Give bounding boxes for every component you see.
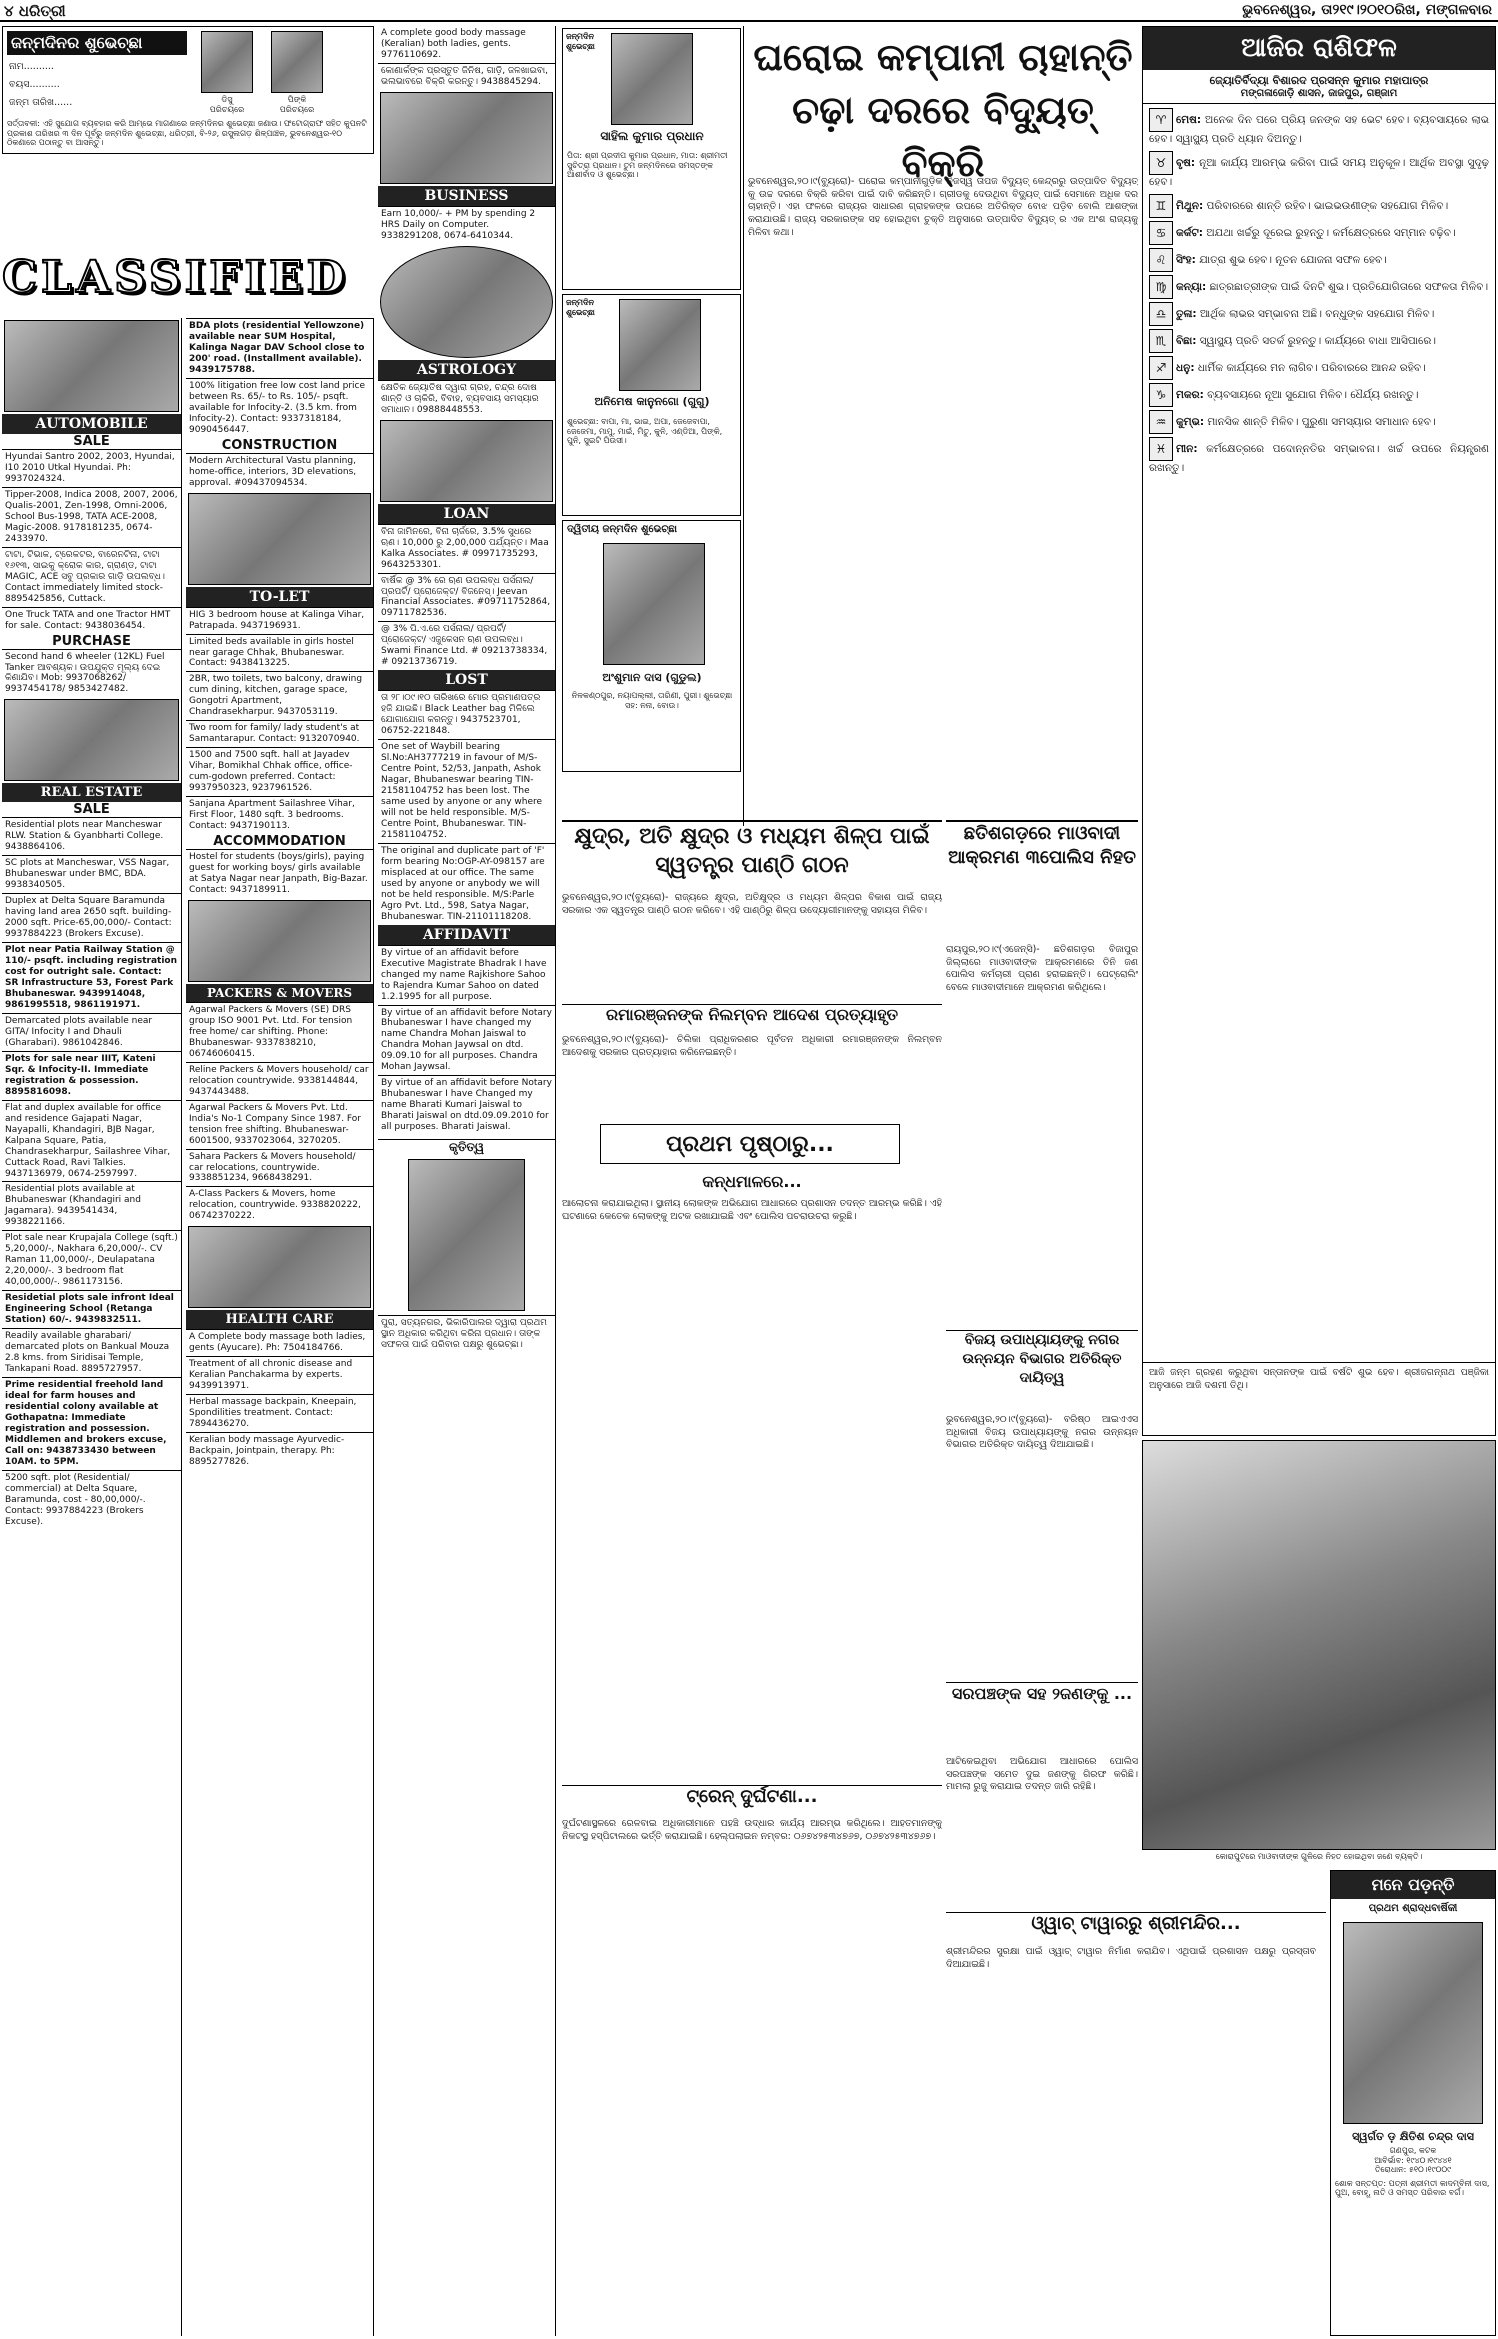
ad: Agarwal Packers & Movers (SE) DRS group ISO 9001 Pvt. Ltd. For tension free home/ car shifting. Phone: Bhubaneswar- 9337838210, 06746060415.: [186, 1002, 373, 1062]
ad: One Truck TATA and one Tractor HMT for sale. Contact: 9438036454.: [2, 607, 181, 634]
news-photo-caption: କୋରାପୁଟରେ ମାଓବାଦୀଙ୍କ ଗୁଳିରେ ନିହତ ହୋଇଥିବା ଜଣେ ବ୍ୟକ୍ତି।: [1215, 1852, 1423, 1861]
cat-accommodation: ACCOMMODATION: [213, 834, 346, 850]
cat-health-care: HEALTH CARE: [186, 1310, 373, 1329]
greeting-box-2-name: ଅନିମେଷ କାନୁନଗୋ (ଗୁଗୁ): [594, 395, 710, 408]
remembrance-title: ମନେ ପଡ଼ନ୍ତି: [1331, 1871, 1495, 1899]
greeting-box-3: [562, 520, 741, 772]
sarpanch-body: ଆଟିକେଇଥିବା ଅଭିଯୋଗ ଆଧାରରେ ପୋଲିସ ସରପଞ୍ଚଙ୍କ ସମେତ ଦୁଇ ଜଣଙ୍କୁ ଗିରଫ କରିଛି। ମାମଲା ରୁଜୁ କରାଯାଇ ତଦନ୍ତ ଜାରି ରହିଛି।: [946, 1756, 1138, 1793]
ad: Earn 10,000/- + PM by spending 2 HRS Daily on Computer. 9338291208, 0674-6410344.: [378, 206, 555, 244]
ad: Agarwal Packers & Movers Pvt. Ltd. India's No-1 Company Since 1987. For tension free shifting. Bhubaneswar- 6001500, 9337023064, 3270205.: [186, 1100, 373, 1149]
health-care-image: [188, 1226, 371, 1308]
greeting-box-3-name: ଅଂଶୁମାନ ଦାସ (ଗୁଡୁଲ): [602, 671, 702, 684]
news-photo: [1142, 1440, 1496, 1850]
story2-body: ଭୁବନେଶ୍ୱର,୨୦।୯(ବ୍ୟୁରୋ)- ରାଜ୍ୟରେ କ୍ଷୁଦ୍ର, ଅତିକ୍ଷୁଦ୍ର ଓ ମଧ୍ୟମ ଶିଳ୍ପର ବିକାଶ ପାଇଁ ରାଜ୍ୟ ସରକାର ଏକ ସ୍ୱତନ୍ତ୍ର ପାଣ୍ଠି ଗଠନ କରିବେ। ଏହି ପାଣ୍ଠିରୁ ଶିଳ୍ପ ଉଦ୍ୟୋଗୀମାନଙ୍କୁ ସହାୟତା ମିଳିବ।: [562, 892, 942, 916]
cat-lost: LOST: [378, 670, 555, 690]
zodiac-text: ପରିବାରରେ ଶାନ୍ତି ରହିବ। ଭାଇଭଉଣୀଙ୍କ ସହଯୋଗ ମିଳିବ।: [1206, 199, 1449, 212]
ad: Plot sale near Krupajala College (sqft.) 5,20,000/-, Nakhara 6,20,000/-. CV Raman 11,00,000/-, Deulapatana 2,20,000/-. 3 bedroom flat 40,00,000/-. 9861173156.: [2, 1230, 181, 1290]
main-story-body: [748, 176, 1138, 806]
ad: ବିନା ଜାମିନରେ, ବିନା ଚାର୍ଜରେ, 3.5% ସୁଧରେ ଋଣ। 10,000 ରୁ 2,00,000 ପର୍ଯ୍ୟନ୍ତ। Maa Kalka Associates. # 09971735293, 9643253301.: [378, 524, 555, 573]
horoscope-footer: ଆଜି ଜନ୍ମ ଗ୍ରହଣ କରୁଥିବା ସନ୍ତାନଙ୍କ ପାଇଁ ବର୍ଷଟି ଶୁଭ ହେବ। ଶ୍ରୀଜଗନ୍ନାଥ ପଞ୍ଜିକା ଅନୁସାରେ ଆଜି ଦଶମୀ ତିଥି।: [1143, 1362, 1495, 1396]
greeting-box-3-title: ଦ୍ୱିତୀୟ ଜନ୍ମଦିନ ଶୁଭେଚ୍ଛା: [567, 524, 678, 535]
zodiac-text: ଆର୍ଥିକ ଲାଭର ସମ୍ଭାବନା ଅଛି। ବନ୍ଧୁଙ୍କ ସହଯୋଗ ମିଳିବ।: [1199, 307, 1435, 320]
cat-real-estate: REAL ESTATE: [2, 783, 181, 802]
ad: @ 3% ପି.ଏ.ରେ ପର୍ସନାଲ/ ପ୍ରପର୍ଟି/ ପ୍ରୋଜେକ୍ଟ/ ଏଜୁକେସନ ଋଣ ଉପଲବ୍ଧ। Swami Finance Ltd. # 09213738334, # 09213736719.: [378, 621, 555, 670]
horoscope-entry: [1149, 356, 1489, 380]
business-image: [380, 92, 553, 184]
zodiac-text: ସ୍ୱାସ୍ଥ୍ୟ ପ୍ରତି ସତର୍କ ରୁହନ୍ତୁ। କାର୍ଯ୍ୟରେ ବାଧା ଆସିପାରେ।: [1199, 334, 1437, 347]
zodiac-name: ଧନୁ:: [1176, 361, 1195, 374]
cat-to-let: TO-LET: [186, 587, 373, 607]
ad: ବାର୍ଷିକ @ 3% ରେ ଋଣ ଉପଲବ୍ଧ ପର୍ସନାଲ/ ପ୍ରପର୍ଟି/ ପ୍ରୋଜେକ୍ଟ/ ବିଜନେସ୍। Jeevan Financial Associates. #09711752864, 09711782536.: [378, 573, 555, 622]
kritajna-text: ପୁରା, ସତ୍ୟନଗର, ଭିକାରିପାଲର ଦ୍ୱାରା ପ୍ରଥମ ସ୍ଥାନ ଅଧିକାର କରିଥିବା କରିନା ପ୍ରଧାନ। ତାଙ୍କ ସଫଳତା ପାଇଁ ପରିବାର ପକ୍ଷରୁ ଶୁଭେଚ୍ଛା।: [378, 1315, 555, 1353]
cat-loan: LOAN: [378, 504, 555, 524]
cat-sale-1: SALE: [73, 434, 110, 449]
ad: ଟାଟା, ଟିଭାକ, ଟ୍ରେକଟର, ବାରେନଟିନା, ଟାଟା ୧୬୧୩, ସାଇକୁ କ୍ରୋକ କାର, ଗ୍ରାଣ୍ଡ, ଟାଟା MAGIC, ACE ସବୁ ପ୍ରକାର ଗାଡ଼ି ଉପଲବ୍ଧ। Contact immediately limited stock- 8895425856, Cuttack.: [2, 547, 181, 607]
horoscope-box: [1142, 26, 1496, 1436]
ad: Hyundai Santro 2002, 2003, Hyundai, I10 2010 Utkal Hyundai. Ph: 9937024324.: [2, 449, 181, 487]
zodiac-icon: ♏: [1149, 329, 1173, 353]
birthday-name-field: ନାମ..........: [9, 61, 54, 72]
zodiac-name: ମୀନ:: [1176, 442, 1198, 455]
zodiac-name: ମେଷ:: [1176, 114, 1202, 126]
ad: କୋଣାର୍କଙ୍କ ପ୍ରସ୍ତୁତ ଜିନିଷ, ଗାଡ଼ି, ଜଳଖାଇବା, ଭଲଭାବରେ ବିକ୍ରି କରନ୍ତୁ। 9438845294.: [378, 63, 555, 90]
ad: Modern Architectural Vastu planning, home-office, interiors, 3D elevations, approval. #09437094534.: [186, 453, 373, 491]
horoscope-address: ମଙ୍ଗଳାଜୋଡ଼ି ଶାସନ, ଜାଜପୁର, ଗଞ୍ଜାମ: [1143, 88, 1495, 104]
classified-col-1: [2, 318, 182, 2336]
zodiac-text: ବ୍ୟବସାୟରେ ନୂଆ ସୁଯୋଗ ମିଳିବ। ଧୈର୍ଯ୍ୟ ରଖନ୍ତୁ।: [1207, 388, 1419, 401]
zodiac-text: ଅନେକ ଦିନ ପରେ ପ୍ରିୟ ଜନଙ୍କ ସହ ଭେଟ ହେବ। ବ୍ୟବସାୟରେ ଲାଭ ହେବ। ସ୍ୱାସ୍ଥ୍ୟ ପ୍ରତି ଧ୍ୟାନ ଦିଅନ୍ତୁ।: [1149, 114, 1489, 145]
remembrance-born: ଆବିର୍ଭାବ: ୧୯୪୦।୧୯୪୪୧: [1374, 2155, 1452, 2165]
train-title: ଟ୍ରେନ୍ ଦୁର୍ଘଟଣା...: [562, 1785, 942, 1813]
ad: By virtue of an affidavit before Notary Bhubaneswar I have Changed my name Bharati Kumari Jaiswal to Bharati Jaiswal on dtd.09.09.2010 for all purposes. Bharati Jaiswal.: [378, 1075, 555, 1135]
greeting-box-1-name: ସାହିଲ କୁମାର ପ୍ରଧାନ: [600, 129, 704, 143]
zodiac-name: ତୁଳା:: [1176, 307, 1197, 320]
greeting-box-2-title: ଜନ୍ମଦିନ ଶୁଭେଚ୍ଛା: [566, 298, 595, 317]
zodiac-icon: ♓: [1149, 437, 1173, 461]
ad: Duplex at Delta Square Baramunda having land area 2650 sqft. building-2000 sqft. Price-65,00,000/- Contact: 9937884223 (Brokers Excuse).: [2, 893, 181, 942]
greeting-box-2: [562, 294, 741, 516]
ad: Readily available gharabari/ demarcated plots on Bankual Mouza 2.8 kms. from Siridisai Temple, Tankapani Road. 8895727957.: [2, 1328, 181, 1377]
kandhamal-body: ଆଲୋଚନା କରାଯାଇଥିଲା। ସ୍ଥାନୀୟ ଲୋକଙ୍କ ଅଭିଯୋଗ ଆଧାରରେ ପ୍ରଶାସନ ତଦନ୍ତ ଆରମ୍ଭ କରିଛି। ଏହି ଘଟଣାରେ କେତେକ ଲୋକଙ୍କୁ ଅଟକ ରଖାଯାଇଛି ଏବଂ ପୋଲିସ ପଚରାଉଚରା କରୁଛି।: [562, 1198, 942, 1222]
horoscope-entry: [1149, 329, 1489, 353]
kandhamal-title: କନ୍ଧମାଳରେ...: [702, 1172, 802, 1191]
ad: By virtue of an affidavit before Executive Magistrate Bhadrak I have changed my name Rajkishore Sahoo to Rajendra Kumar Sahoo on dated 1.2.1995 for all purpose.: [378, 945, 555, 1005]
cat-astrology: ASTROLOGY: [378, 360, 555, 380]
cat-business: BUSINESS: [378, 186, 555, 206]
ad: Limited beds available in girls hostel near garage Chhak, Bhubaneswar. Contact: 9438413225.: [186, 634, 373, 672]
birthday-caption-1: ଡିସୁ: [221, 95, 233, 104]
ad: Two room for family/ lady student's at Samantarapur. Contact: 9132070940.: [186, 720, 373, 747]
ad: ତା ୨୮।୦୯।୧୦ ତାରିଖରେ ମୋର ପ୍ରମାଣପତ୍ର ହଜି ଯାଇଛି। Black Leather bag ମିଳିଲେ ଯୋଗାଯୋଗ କରନ୍ତୁ। 9437523701, 06752-221848.: [378, 690, 555, 739]
horoscope-entry: [1149, 108, 1489, 148]
birthday-title: ଜନ୍ମଦିନର ଶୁଭେଚ୍ଛା: [7, 31, 187, 55]
ad: By virtue of an affidavit before Notary Bhubaneswar I have changed my name Chandra Mohan Jaiswal to Chandra Mohan Jaywsal on dtd. 09.09.10 for all purposes. Chandra Mohan Jaywsal.: [378, 1005, 555, 1076]
prathama-title: ପ୍ରଥମ ପୃଷ୍ଠାରୁ...: [600, 1124, 900, 1164]
ad: The original and duplicate part of 'F' form bearing No:OGP-AY-098157 are misplaced at our office. The same used by anyone or anybody we will not be held responsible. M/S:Parle Agro Pvt. Ltd., 598, Satya Nagar, Bhubaneswar. TIN-21101118208.: [378, 843, 555, 925]
ad: Plots for sale near IIIT, Kateni Sqr. & Infocity-II. Immediate registration & possession. 8895816098.: [2, 1051, 181, 1100]
packers-image: [188, 900, 371, 982]
ad: Residetial plots sale infront Ideal Engineering School (Retanga Station) 60/-. 9439832511.: [2, 1290, 181, 1328]
train-body: ଦୁର୍ଘଟଣାସ୍ଥଳରେ ରେଳବାଇ ଅଧିକାରୀମାନେ ପହଞ୍ଚି ଉଦ୍ଧାର କାର୍ଯ୍ୟ ଆରମ୍ଭ କରିଥିଲେ। ଆହତମାନଙ୍କୁ ନିକଟସ୍ଥ ହସ୍ପିଟାଲରେ ଭର୍ତ୍ତି କରାଯାଇଛି। ହେଲ୍ପଲାଇନ ନମ୍ବର: ୦୬୭୪୨୫୩୪୭୬୭, ୦୬୭୪୨୫୩୪୭୬୭।: [562, 1818, 942, 1842]
remembrance-name: ସ୍ୱର୍ଗତ ଡ଼ କ୍ଷିତିଶ ଚନ୍ଦ୍ର ଦାସ: [1352, 2130, 1474, 2143]
zodiac-name: ମକର:: [1176, 388, 1204, 401]
automobile-image: [4, 320, 179, 412]
ad: Prime residential freehold land ideal for farm houses and residential colony available at Gothapatna: Immediate registration and possession. Middlemen and brokers excuse, Call on: 9438733430 between 10AM. to 5PM.: [2, 1377, 181, 1470]
dateline: ଭୁବନେଶ୍ୱର, ତା୨୧୯।୨୦୧୦ରିଖ, ମଙ୍ଗଳବାର: [1242, 2, 1492, 18]
ad: Sanjana Apartment Sailashree Vihar, First Floor, 1480 sqft. 3 bedrooms. Contact: 9437190113.: [186, 796, 373, 834]
owatower-body: ଶ୍ରୀମନ୍ଦିରର ସୁରକ୍ଷା ପାଇଁ ଓ୍ୱାଚ୍ ଟାୱାର ନିର୍ମାଣ କରାଯିବ। ଏଥିପାଇଁ ପ୍ରଶାସନ ପକ୍ଷରୁ ପ୍ରସ୍ତାବ ଦିଆଯାଇଛି।: [946, 1946, 1316, 1970]
remembrance-box: [1330, 1870, 1496, 2336]
page-header: [0, 0, 1498, 22]
zodiac-icon: ♌: [1149, 248, 1173, 272]
zodiac-text: ଯାତ୍ରା ଶୁଭ ହେବ। ନୂତନ ଯୋଜନା ସଫଳ ହେବ।: [1199, 253, 1387, 266]
zodiac-icon: ♍: [1149, 275, 1173, 299]
ad: Residential plots available at Bhubaneswar (Khandagiri and Jagamara). 9439541434, 9938221166.: [2, 1181, 181, 1230]
horoscope-entry: [1149, 410, 1489, 434]
loan-image: [380, 420, 553, 502]
greeting-photo-2: [619, 299, 701, 391]
main-story-text: ଭୁବନେଶ୍ୱର,୨୦।୯(ବ୍ୟୁରୋ)- ଘରୋଇ କମ୍ପାନୀଗୁଡ଼ିକ ନିଜସ୍ୱ ତାପଜ ବିଦ୍ୟୁତ୍ କେନ୍ଦ୍ରରୁ ଉତ୍ପାଦିତ ବିଦ୍ୟୁତ୍ କୁ ଉଚ୍ଚ ଦରରେ ବିକ୍ରି କରିବା ପାଇଁ ଦାବି କରିଛନ୍ତି। ଗ୍ରୀଡକୁ ଦେଉଥିବା ବିଦ୍ୟୁତ୍ ପାଇଁ ସେମାନେ ଅଧିକ ଦର ଚାହାନ୍ତି। ଏହା ଫଳରେ ରାଜ୍ୟର ସାଧାରଣ ଗ୍ରାହକଙ୍କ ଉପରେ ଅତିରିକ୍ତ ବୋଝ ପଡ଼ିବ ବୋଲି ଆଶଙ୍କା କରାଯାଉଛି। ରାଜ୍ୟ ସରକାରଙ୍କ ସହ ହୋଇଥିବା ଚୁକ୍ତି ଅନୁସାରେ ଉତ୍ପାଦିତ ବିଦ୍ୟୁତ୍ ର ଏକ ଅଂଶ ରାଜ୍ୟକୁ ମିଳିବା କଥା।: [748, 176, 1138, 238]
ad: Treatment of all chronic disease and Keralian Panchakarma by experts. 9439913971.: [186, 1356, 373, 1394]
astrology-image: [380, 246, 553, 358]
ad: Sahara Packers & Movers household/ car relocations, countrywide. 9338851234, 9668438291.: [186, 1149, 373, 1187]
chhattisgarh-headline: ଛତିଶଗଡ଼ରେ ମାଓବାଦୀ ଆକ୍ରମଣ ୩ପୋଲିସ ନିହତ: [946, 820, 1138, 940]
ad: Keralian body massage Ayurvedic-Backpain, Jointpain, therapy. Ph: 8895277826.: [186, 1432, 373, 1470]
ad: BDA plots (residential Yellowzone) available near SUM Hospital, Kalinga Nagar DAV School close to 200' road. (Installment available). 9439175788.: [186, 318, 373, 378]
zodiac-icon: ♐: [1149, 356, 1173, 380]
birthday-subcaption-2: ପରିଚୟରେ: [279, 105, 315, 114]
greeting-box-1-title: ଜନ୍ମଦିନ ଶୁଭେଚ୍ଛା: [566, 32, 595, 51]
ad: A-Class Packers & Movers, home relocation, countrywide. 9338820222, 06742370222.: [186, 1186, 373, 1224]
greeting-box-1-text: ପିତା: ଶ୍ରୀ ପ୍ରଦୀପ କୁମାର ପ୍ରଧାନ, ମାତା: ଶ୍ରୀମତୀ ସୁଚିତ୍ରା ପ୍ରଧାନ। ତୁମ ଜନ୍ମଦିନରେ ସମସ୍ତଙ୍କ ଆଶୀର୍ବାଦ ଓ ଶୁଭେଚ୍ଛା।: [567, 151, 728, 180]
birthday-subcaption-1: ପରିଚୟରେ: [209, 105, 245, 114]
ad: A complete good body massage (Keralian) both ladies, gents. 9776110692.: [381, 28, 526, 60]
birthday-date-field: ଜନ୍ମ ତାରିଖ......: [9, 97, 73, 108]
remembrance-photo: [1343, 1922, 1483, 2124]
page-number: ୪ ଧରିତ୍ରୀ: [4, 2, 66, 20]
ad: A Complete body massage both ladies, gents (Ayucare). Ph: 7504184766.: [186, 1329, 373, 1356]
cat-affidavit: AFFIDAVIT: [378, 925, 555, 945]
ad: କ୍ଷେତିକ ଜ୍ୟୋତିଷ ଦ୍ୱାରା ଗ୍ରହ, ଚନ୍ଦ୍ର ଦୋଷ ଶାନ୍ତି ଓ ଚାକିରି, ବିବାହ, ବ୍ୟବସାୟ ସମସ୍ୟାର ସମାଧାନ। 09888448553.: [378, 380, 555, 418]
zodiac-icon: ♈: [1149, 108, 1173, 132]
classified-title: CLASSIFIED: [2, 252, 349, 303]
classified-col-2: [186, 318, 374, 2336]
zodiac-text: ଅଯଥା ଖର୍ଚ୍ଚରୁ ଦୂରେଇ ରୁହନ୍ତୁ। କର୍ମକ୍ଷେତ୍ରରେ ସମ୍ମାନ ବଢ଼ିବ।: [1206, 226, 1456, 239]
greetings-col: [560, 26, 744, 826]
ad: Flat and duplex available for office and residence Gajapati Nagar, Nayapalli, Khandagiri, BJB Nagar, Kalpana Square, Patia, Chandrasekharpur, Sailashree Vihar, Cuttack Road, Ravi Talkies. 9437136979, 0674-2597997.: [2, 1100, 181, 1182]
story3-body: ଭୁବନେଶ୍ୱର,୨୦।୯(ବ୍ୟୁରୋ)- ଚିଲିକା ପ୍ରାଧିକରଣର ପୂର୍ବତନ ଅଧିକାରୀ ରମାରଞ୍ଜନଙ୍କ ନିଲମ୍ବନ ଆଦେଶକୁ ସରକାର ପ୍ରତ୍ୟାହାର କରିନେଇଛନ୍ତି।: [562, 1034, 942, 1058]
ad: Hostel for students (boys/girls), paying guest for working boys/ girls available at Satya Nagar near Janpath, Big-Bazar. Contact: 9437189911.: [186, 849, 373, 898]
horoscope-entry: [1149, 221, 1489, 245]
owatower-headline: ଓ୍ୱାଚ୍ ଟାୱାରରୁ ଶ୍ରୀମନ୍ଦିର...: [946, 1912, 1326, 1942]
cat-sale-2: SALE: [73, 802, 110, 818]
ad: One set of Waybill bearing Sl.No:AH3777219 in favour of M/S-Centre Point, 52/53, Janpath, Ashok Nagar, Bhubaneswar bearing TIN-21581104752 has been lost. The same used by anyone or any where will not be held responsible. M/S-Centre Point, Bhubaneswar. TIN-21581104752.: [378, 739, 555, 843]
zodiac-icon: ♉: [1149, 151, 1173, 175]
birthday-photo-1: [201, 31, 253, 93]
main-headline: ଘରୋଇ କମ୍ପାନୀ ଚାହାନ୍ତି ଚଢ଼ା ଦରରେ ବିଦ୍ୟୁତ୍ ବିକ୍ରି: [753, 34, 1133, 186]
horoscope-entry: [1149, 275, 1489, 299]
classified-col-3: [378, 26, 556, 2336]
zodiac-icon: ♑: [1149, 383, 1173, 407]
bijay-headline: ବିଜୟ ଉପାଧ୍ୟାୟଙ୍କୁ ନଗର ଉନ୍ନୟନ ବିଭାଗର ଅତିରିକ୍ତ ଦାୟିତ୍ୱ: [946, 1330, 1138, 1410]
ad: Second hand 6 wheeler (12KL) Fuel Tanker ଆବଶ୍ୟକ। ଉପଯୁକ୍ତ ମୂଲ୍ୟ ଦେଇ କିଣାଯିବ। Mob: 9937068262/ 9937454178/ 9853427482.: [2, 649, 181, 698]
zodiac-name: କୁମ୍ଭ:: [1176, 415, 1205, 428]
remembrance-subtitle: ପ୍ରଥମ ଶ୍ରାଦ୍ଧବାର୍ଷିକୀ: [1368, 1903, 1458, 1914]
zodiac-text: ମାନସିକ ଶାନ୍ତି ମିଳିବ। ପୁରୁଣା ସମସ୍ୟାର ସମାଧାନ ହେବ।: [1207, 415, 1436, 428]
ad: SC plots at Mancheswar, VSS Nagar, Bhubaneswar under BMC, BDA. 9938340505.: [2, 855, 181, 893]
bijay-body: ଭୁବନେଶ୍ୱର,୨୦।୯(ବ୍ୟୁରୋ)- ବରିଷ୍ଠ ଆଇଏଏସ ଅଧିକାରୀ ବିଜୟ ଉପାଧ୍ୟାୟଙ୍କୁ ନଗର ଉନ୍ନୟନ ବିଭାଗର ଅତିରିକ୍ତ ଦାୟିତ୍ୱ ଦିଆଯାଇଛି।: [946, 1414, 1138, 1451]
to-let-image: [188, 493, 371, 585]
horoscope-title: ଆଜିର ରାଶିଫଳ: [1143, 27, 1495, 70]
ad: Residential plots near Mancheswar RLW. Station & Gyanbharti College. 9438864106.: [2, 817, 181, 855]
horoscope-entry: [1149, 151, 1489, 191]
remembrance-died: ତିରୋଧାନ: ୫୧୦।୧୯୦୦୯: [1374, 2165, 1452, 2175]
zodiac-icon: ♎: [1149, 302, 1173, 326]
horoscope-entry: [1149, 248, 1489, 272]
ad: Tipper-2008, Indica 2008, 2007, 2006, Qualis-2001, Zen-1998, Omni-2006, School Bus-1998, TATA ACE-2008, Magic-2008. 9178181235, 0674-2433970.: [2, 487, 181, 547]
greeting-photo-3: [603, 543, 705, 665]
birthday-note: ସର୍ତ୍ତାବଳୀ: ଏହି ସୁଯୋଗ ବ୍ୟବହାର କରି ଆମ୍ଭେ ମାଗଣାରେ ଜନ୍ମଦିନର ଶୁଭେଚ୍ଛା ଜଣାଉ। ଫଟୋଗ୍ରାଫ ସହିତ କୁପନଟି ପ୍ରକାଶ ତାରିଖର ୩ ଦିନ ପୂର୍ବରୁ ଜନ୍ମଦିନ ଶୁଭେଚ୍ଛା, ଧରିତ୍ରୀ, ବି-୨୬, ରସୁଲଗଡ଼ ଶିଳ୍ପାଞ୍ଚଳ, ଭୁବନେଶ୍ୱର-୧୦ ଠିକଣାରେ ପଠାନ୍ତୁ ବା ଆସନ୍ତୁ।: [7, 119, 367, 148]
horoscope-list: [1143, 104, 1495, 1362]
story2-headline: କ୍ଷୁଦ୍ର, ଅତି କ୍ଷୁଦ୍ର ଓ ମଧ୍ୟମ ଶିଳ୍ପ ପାଇଁ ସ୍ୱତନ୍ତ୍ର ପାଣ୍ଠି ଗଠନ: [562, 820, 942, 890]
story3-headline: ରମାରଞ୍ଜନଙ୍କ ନିଲମ୍ବନ ଆଦେଶ ପ୍ରତ୍ୟାହୃତ: [562, 1004, 942, 1032]
kritajna-photo: [408, 1159, 525, 1311]
chhattisgarh-body: ରାୟପୁର,୨୦।୯(ଏଜେନ୍ସି)- ଛତିଶଗଡ଼ର ବିଜାପୁର ଜିଲ୍ଲାରେ ମାଓବାଦୀଙ୍କ ଆକ୍ରମଣରେ ତିନି ଜଣ ପୋଲିସ କର୍ମଚାରୀ ପ୍ରାଣ ହରାଇଛନ୍ତି। ପେଟ୍ରୋଲିଂ ବେଳେ ମାଓବାଦୀମାନେ ଆକ୍ରମଣ କରିଥିଲେ।: [946, 944, 1138, 994]
ad: Herbal massage backpain, Kneepain, Spondilities treatment. Contact: 7894436270.: [186, 1394, 373, 1432]
horoscope-entry: [1149, 302, 1489, 326]
cat-construction: CONSTRUCTION: [221, 437, 338, 453]
zodiac-name: ସିଂହ:: [1176, 253, 1196, 266]
real-estate-image: [4, 699, 179, 781]
zodiac-text: ଛାତ୍ରଛାତ୍ରୀଙ୍କ ପାଇଁ ଦିନଟି ଶୁଭ। ପ୍ରତିଯୋଗିତାରେ ସଫଳତା ମିଳିବ।: [1209, 280, 1489, 293]
remembrance-place: ଗଣପୁର, କଟକ: [1389, 2146, 1437, 2155]
ad: Reline Packers & Movers household/ car relocation countrywide. 9338144844, 9437443488.: [186, 1062, 373, 1100]
ad: 100% litigation free low cost land price between Rs. 65/- to Rs. 105/- psqft. available for Infocity-2. (3.5 km. from Infocity-2). Contact: 9337318184, 9090456447.: [186, 378, 373, 438]
zodiac-icon: ♋: [1149, 221, 1173, 245]
greeting-box-3-text: ନିଳକଣ୍ଠପୁର, ନୟାପଲ୍ଲୀ, ତାରିଣୀ, ପୁରୀ। ଶୁଭେଚ୍ଛା ସହ: ନନା, ବୋଉ।: [571, 691, 733, 710]
ad: HIG 3 bedroom house at Kalinga Vihar, Patrapada. 9437196931.: [186, 607, 373, 634]
zodiac-text: ଧାର୍ମିକ କାର୍ଯ୍ୟରେ ମନ ଲାଗିବ। ପରିବାରରେ ଆନନ୍ଦ ରହିବ।: [1197, 361, 1426, 374]
ad: 5200 sqft. plot (Residential/ commercial) at Delta Square, Baramunda, cost - 80,00,000/-. Contact: 9937884223 (Brokers Excuse).: [2, 1470, 181, 1530]
kritajna-title: କୃତିତ୍ୱ: [448, 1140, 485, 1155]
greeting-box-2-text: ଶୁଭେଚ୍ଛା: ବାପା, ମା, ଭାଇ, ଅପା, ଜେଜେବାପା, ଜେଜେମା, ମାମୁ, ମାଇଁ, ମିତୁ, କୁନି, ଏଣ୍ଡିଆ, ପିଙ୍କି, ପୁନି, ସୁଇଟି ପିଉସୀ।: [567, 417, 723, 446]
greeting-photo-1: [611, 33, 693, 125]
birthday-photo-2: [271, 31, 323, 93]
cat-purchase: PURCHASE: [52, 633, 131, 649]
horoscope-author: ଜ୍ୟୋତିର୍ବିଦ୍ୟା ବିଶାରଦ ପ୍ରସନ୍ନ କୁମାର ମହାପାତ୍ର: [1209, 74, 1429, 87]
horoscope-entry: [1149, 194, 1489, 218]
ad: 2BR, two toilets, two balcony, drawing cum dining, kitchen, garage space, Gongotri Apartment, Chandrasekharpur. 9437053119.: [186, 671, 373, 720]
remembrance-family: ଶୋକ ସନ୍ତପ୍ତ: ପତ୍ନୀ ଶ୍ରୀମତୀ କାଦମ୍ବିନୀ ଦାସ, ପୁଅ, ବୋହୂ, ନାତି ଓ ସମସ୍ତ ପରିବାର ବର୍ଗ।: [1335, 2178, 1490, 2198]
cat-packers-movers: PACKERS & MOVERS: [186, 984, 373, 1002]
horoscope-entry: [1149, 437, 1489, 477]
zodiac-name: ବୃଷ:: [1176, 156, 1196, 169]
zodiac-text: କର୍ମକ୍ଷେତ୍ରରେ ପଦୋନ୍ନତିର ସମ୍ଭାବନା। ଖର୍ଚ୍ଚ ଉପରେ ନିୟନ୍ତ୍ରଣ ରଖନ୍ତୁ।: [1149, 442, 1489, 474]
zodiac-text: ନୂଆ କାର୍ଯ୍ୟ ଆରମ୍ଭ କରିବା ପାଇଁ ସମୟ ଅନୁକୂଳ। ଆର୍ଥିକ ଅବସ୍ଥା ସୁଦୃଢ଼ ହେବ।: [1149, 156, 1489, 188]
birthday-age-field: ବୟସ..........: [9, 79, 60, 90]
zodiac-name: କନ୍ୟା:: [1176, 280, 1207, 293]
zodiac-name: ବିଛା:: [1176, 334, 1197, 347]
zodiac-icon: ♊: [1149, 194, 1173, 218]
greeting-box-1: [562, 28, 741, 290]
cat-automobile: AUTOMOBILE: [2, 414, 181, 434]
birthday-caption-2: ପିଙ୍କି: [287, 95, 307, 104]
ad: Plot near Patia Railway Station @ 110/- psqft. including registration cost for outright sale. Contact: SR Infrastructure 53, Forest Park Bhubaneswar. 9439914048, 9861995518, 9861191971.: [2, 942, 181, 1013]
zodiac-name: ମିଥୁନ:: [1176, 199, 1204, 212]
birthday-form: [2, 26, 374, 154]
ad: 1500 and 7500 sqft. hall at Jayadev Vihar, Bomikhal Chhak office, office-cum-godown preferred. Contact: 9937950323, 9237961526.: [186, 747, 373, 796]
zodiac-name: କର୍କଟ:: [1176, 226, 1203, 239]
sarpanch-headline: ସରପଞ୍ଚଙ୍କ ସହ ୨ଜଣଙ୍କୁ ...: [946, 1682, 1138, 1752]
ad: Demarcated plots available near GITA/ Infocity I and Dhauli (Gharabari). 9861042846.: [2, 1013, 181, 1051]
zodiac-icon: ♒: [1149, 410, 1173, 434]
horoscope-entry: [1149, 383, 1489, 407]
